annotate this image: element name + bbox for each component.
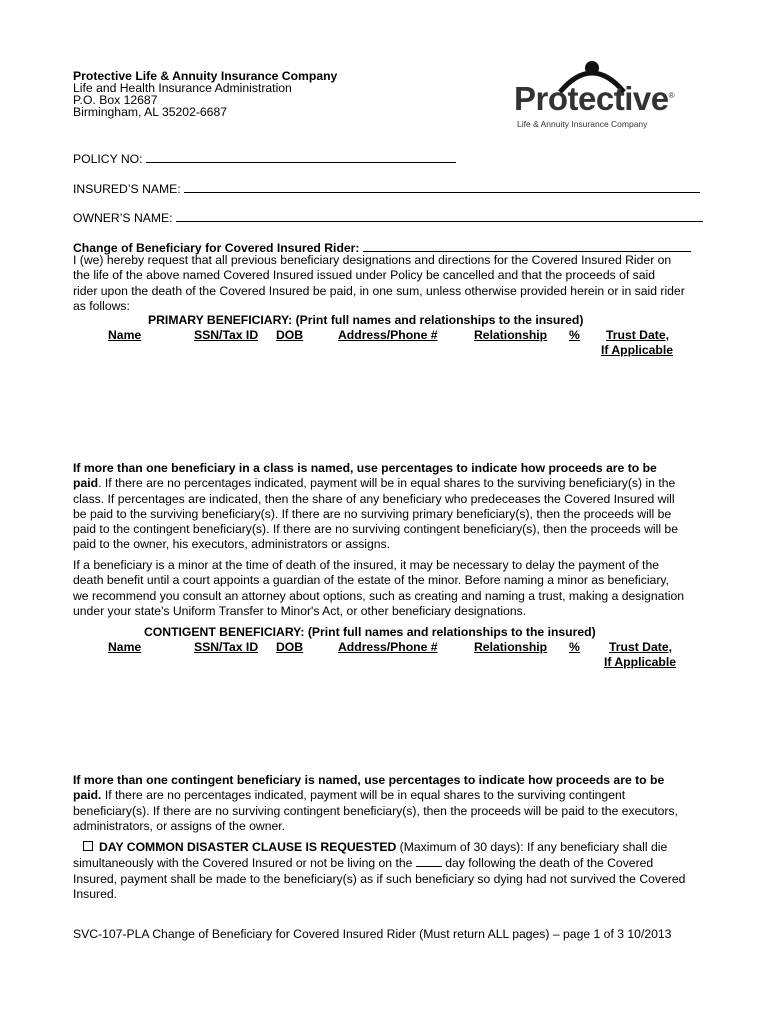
intro-paragraph — [73, 253, 705, 314]
common-disaster-checkbox[interactable] — [83, 841, 93, 851]
note-line: under your state's Uniform Transfer to Minor's Act, or other beneficiary designations. — [73, 603, 527, 618]
insured-name-field[interactable] — [73, 180, 700, 196]
insured-name-label: INSURED’S NAME: — [73, 182, 181, 196]
clause-line: (Maximum of 30 days): If any beneficiary shall die — [396, 840, 668, 854]
col-ssn: SSN/Tax ID — [194, 328, 259, 342]
intro-line: as follows: — [73, 298, 130, 313]
contingent-beneficiary-heading: CONTIGENT BENEFICIARY: (Print full names and relationships to the insured) — [144, 625, 596, 639]
owner-name-field[interactable] — [73, 209, 703, 225]
col-trust-date: Trust Date, — [609, 640, 672, 654]
clause-line: Insured. — [73, 886, 118, 901]
note-line: If more than one contingent beneficiary is named, use percentages to indicate how proceeds are to be — [73, 773, 665, 787]
col-address: Address/Phone # — [338, 328, 438, 342]
policy-no-field[interactable] — [73, 150, 456, 166]
protective-logo — [512, 56, 682, 131]
contingent-percentage-note — [73, 773, 705, 834]
primary-beneficiary-entry-area[interactable] — [73, 362, 705, 458]
col-trust-applicable: If Applicable — [601, 343, 674, 357]
clause-line: day following the death of the Covered — [441, 856, 654, 871]
col-percent: % — [569, 328, 580, 342]
col-percent: % — [569, 640, 580, 654]
intro-line: I (we) hereby request that all previous beneficiary designations and directions for the Covered Insured Rider on — [73, 253, 672, 267]
city-state-zip: Birmingham, AL 35202-6687 — [73, 105, 228, 119]
owner-name-label: OWNER’S NAME: — [73, 211, 173, 225]
change-beneficiary-input[interactable] — [363, 239, 691, 252]
minor-beneficiary-note — [73, 558, 705, 619]
col-dob: DOB — [276, 640, 304, 654]
change-beneficiary-label: Change of Beneficiary for Covered Insured Rider: — [73, 241, 360, 255]
note-line: paid to the contingent beneficiary(s). If there are no surviving contingent beneficiary(s), then the proceeds will be — [73, 522, 678, 537]
note-line: administrators, or assigns of the owner. — [73, 818, 286, 833]
col-trust-applicable: If Applicable — [604, 655, 677, 669]
note-line: If more than one beneficiary in a class is named, use percentages to indicate how proceeds are to be — [73, 461, 657, 475]
intro-line: rider upon the death of the Covered Insured be paid, in one sum, unless otherwise provided herein or in said rider — [73, 283, 685, 298]
common-disaster-clause — [73, 840, 705, 902]
form-footer: SVC-107-PLA Change of Beneficiary for Covered Insured Rider (Must return ALL pages) – page 1 of 3 10/2013 — [73, 927, 672, 941]
registered-mark: ® — [668, 91, 674, 100]
col-address: Address/Phone # — [338, 640, 438, 654]
insured-name-input[interactable] — [184, 180, 700, 193]
col-ssn: SSN/Tax ID — [194, 640, 259, 654]
primary-percentage-note — [73, 461, 705, 553]
note-line: If there are no percentages indicated, payment will be in equal shares to the surviving contingent — [101, 788, 626, 803]
note-bold-text: paid. — [73, 788, 102, 803]
days-input[interactable] — [416, 855, 442, 867]
note-line: class. If percentages are indicated, then the share of any beneficiary who predeceases the Covered Insured will — [73, 491, 675, 506]
col-trust-date: Trust Date, — [606, 328, 669, 342]
common-disaster-heading: DAY COMMON DISASTER CLAUSE IS REQUESTED — [99, 840, 397, 854]
clause-line: simultaneously with the Covered Insured or not be living on the — [73, 856, 416, 871]
col-relationship: Relationship — [474, 640, 548, 654]
note-line: paid to the owner, his executors, administrators or assigns. — [73, 537, 391, 552]
primary-beneficiary-heading: PRIMARY BENEFICIARY: (Print full names and relationships to the insured) — [148, 313, 584, 327]
note-line: death benefit until a court appoints a guardian of the estate of the minor. Before naming a minor as beneficiary, — [73, 573, 669, 588]
col-relationship: Relationship — [474, 328, 548, 342]
policy-no-label: POLICY NO: — [73, 152, 143, 166]
col-dob: DOB — [276, 328, 304, 342]
po-box: P.O. Box 12687 — [73, 93, 158, 107]
note-line: we recommend you consult an attorney about options, such as creating and naming a trust, making a designation — [73, 588, 685, 603]
note-line: beneficiary(s). If there are no surviving contingent beneficiary(s), then the proceeds will be paid to the executors, — [73, 803, 678, 818]
owner-name-input[interactable] — [176, 209, 703, 222]
col-name: Name — [108, 640, 142, 654]
intro-line: the life of the above named Covered Insured issued under Policy be cancelled and that the proceeds of said — [73, 268, 655, 283]
policy-no-input[interactable] — [146, 150, 456, 163]
contingent-beneficiary-entry-area[interactable] — [73, 674, 705, 770]
note-line: . If there are no percentages indicated, payment will be in equal shares to the surviving beneficiary(s) in the — [98, 476, 676, 491]
note-line: be paid to the surviving beneficiary(s). If there are no surviving primary beneficiary(s), then the proceeds will be — [73, 506, 672, 521]
clause-line: Insured, payment shall be made to the beneficiary(s) as if such beneficiary so dying had not survived the Covered — [73, 871, 686, 886]
company-name: Protective Life & Annuity Insurance Company — [73, 69, 338, 83]
note-bold-text: paid — [73, 476, 99, 491]
logo-wordmark: Protective — [514, 80, 669, 117]
col-name: Name — [108, 328, 142, 342]
note-line: If a beneficiary is a minor at the time of death of the insured, it may be necessary to delay the payment of the — [73, 558, 659, 572]
logo-tagline: Life & Annuity Insurance Company — [517, 119, 648, 129]
department: Life and Health Insurance Administration — [73, 81, 292, 95]
